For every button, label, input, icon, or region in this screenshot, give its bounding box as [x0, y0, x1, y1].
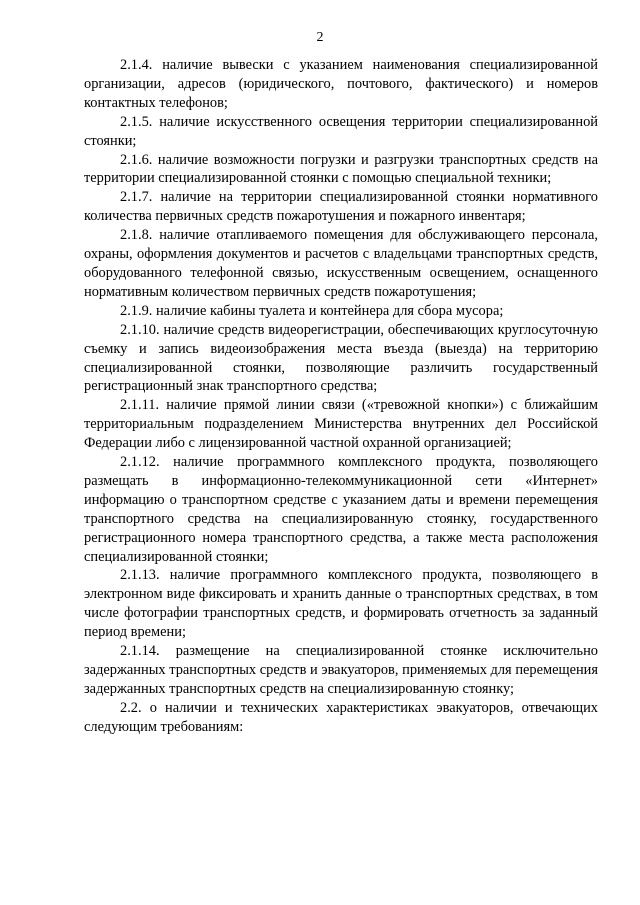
paragraph-2-1-14: 2.1.14. размещение на специализированной стоянке исключительно задержанных транспортных средств и эвакуаторов, применяемых для перемещения задержанных транспортных средств на специализированную стоянку;: [84, 643, 598, 697]
page-number: 2: [316, 30, 324, 45]
paragraph-2-1-13: 2.1.13. наличие программного комплексного продукта, позволяющего в электронном виде фиксировать и хранить данные о транспортных средствах, в том числе фотографии транспортных средств, и формировать отчетность за заданный период времени;: [84, 567, 598, 641]
paragraph-2-1-10: 2.1.10. наличие средств видеорегистрации, обеспечивающих круглосуточную съемку и запись видеоизображения места въезда (выезда) на территорию специализированной стоянки, позволяющие различить государственный регистрационный знак транспортного средства;: [84, 321, 598, 395]
document-body: [84, 56, 598, 737]
paragraph-2-1-6: 2.1.6. наличие возможности погрузки и разгрузки транспортных средств на территории специализированной стоянки с помощью специальной техники;: [84, 151, 598, 187]
paragraph-2-1-5: 2.1.5. наличие искусственного освещения территории специализированной стоянки;: [84, 113, 598, 149]
paragraph-2-2: 2.2. о наличии и технических характеристиках эвакуаторов, отвечающих следующим требованиям:: [84, 699, 598, 735]
paragraph-2-1-7: 2.1.7. наличие на территории специализированной стоянки нормативного количества первичных средств пожаротушения и пожарного инвентаря;: [84, 189, 598, 225]
paragraph-2-1-4: 2.1.4. наличие вывески с указанием наименования специализированной организации, адресов (юридического, почтового, фактического) и номеров контактных телефонов;: [84, 57, 598, 111]
paragraph-2-1-11: 2.1.11. наличие прямой линии связи («тревожной кнопки») с ближайшим территориальным подразделением Министерства внутренних дел Российской Федерации либо с лицензированной частной охранной организацией;: [84, 397, 598, 452]
paragraph-2-1-8: 2.1.8. наличие отапливаемого помещения для обслуживающего персонала, охраны, оформления документов и расчетов с владельцами транспортных средств, оборудованного телефонной связью, искусственным освещением, оснащенного нормативным количеством первичных средств пожаротушения;: [84, 227, 598, 300]
paragraph-2-1-12: 2.1.12. наличие программного комплексного продукта, позволяющего размещать в информационно-телекоммуникационной сети «Интернет» информацию о транспортном средстве с указанием даты и времени перемещения транспортного средства на специализированную стоянку, государственного регистрационного номера транспортного средства, а также места расположения специализированной стоянки;: [84, 454, 598, 565]
paragraph-2-1-9: 2.1.9. наличие кабины туалета и контейнера для сбора мусора;: [120, 302, 504, 319]
